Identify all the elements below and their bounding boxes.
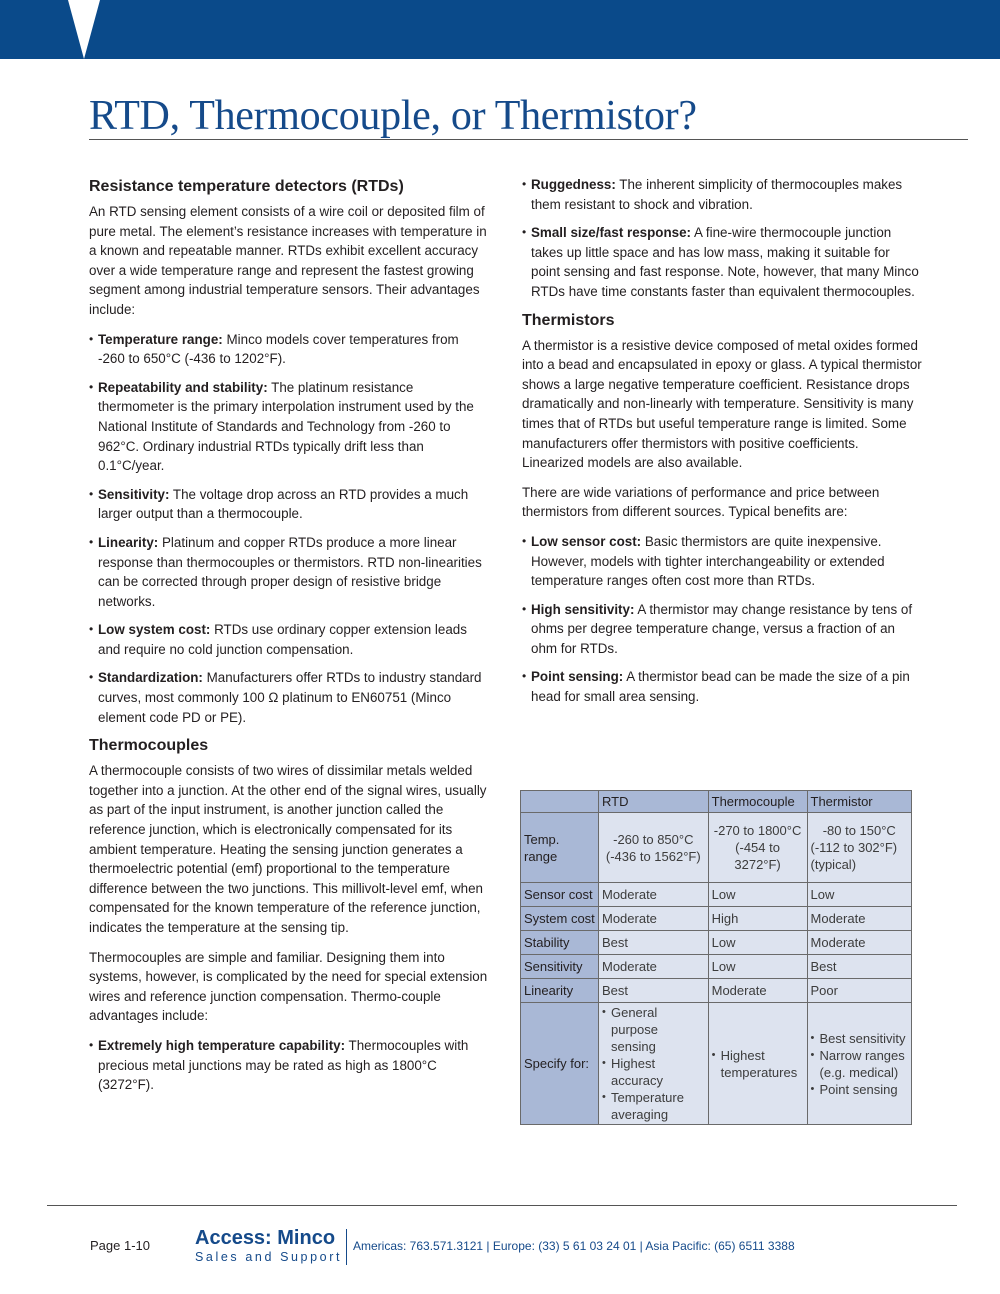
list-item (89, 330, 489, 369)
table-cell (807, 1003, 911, 1125)
table-cell: Low (708, 883, 807, 907)
table-cell (708, 813, 807, 883)
row-header: Sensitivity (521, 955, 599, 979)
brand-logo (195, 1227, 342, 1265)
list-item (522, 667, 922, 706)
table-cell: Moderate (807, 931, 911, 955)
table-cell: Poor (807, 979, 911, 1003)
bullet-label: Extremely high temperature capability: (98, 1037, 346, 1053)
table-cell: Moderate (807, 907, 911, 931)
table-header-cell: Thermocouple (708, 791, 807, 813)
bullet-label: Low system cost: (98, 622, 211, 638)
list-item: • Narrow ranges (e.g. medical) (811, 1047, 908, 1081)
bullet-text: Manufacturers offer RTDs to industry standard curves, most commonly 100 Ω platinum to EN60751 (Minco element code PD or PE). (98, 670, 482, 725)
bullet-text: The voltage drop across an RTD provides a much larger output than a thermocouple. (98, 486, 469, 522)
table-header-cell: RTD (598, 791, 708, 813)
list-item: • Highest accuracy (602, 1055, 705, 1089)
specify-list (712, 1047, 804, 1081)
bullet-label: Standardization: (98, 670, 203, 686)
list-item: • Best sensitivity (811, 1030, 908, 1047)
list-item (89, 533, 489, 611)
table-cell: Low (807, 883, 911, 907)
cell-line: (-436 to 1562°F) (605, 848, 701, 864)
bullet-text: A thermistor bead can be made the size of a pin head for small area sensing. (531, 669, 910, 705)
bullet-text: RTDs use ordinary copper extension leads and require no cold junction compensation. (98, 622, 467, 657)
table-cell: Moderate (708, 979, 807, 1003)
thermocouples-para-1: A thermocouple consists of two wires of dissimilar metals welded together into a junction. At the other end of the signal wires, usually as part of the input instrument, is another junction called the reference junction, which is electronically compensated for its ambient temperature. Heating the sensing junction generates a thermoelectric potential (emf) proportional to the temperature difference between the two junctions. This millivolt-level emf, when compensated for the known temperature of the reference junction, indicates the temperature at the sensing tip. (89, 763, 487, 935)
bullet-text: A fine-wire thermocouple junction takes up little space and has low mass, making it suitable for point sensing and fast response. Note, however, that many Minco RTDs have time constants faster than equivalent thermocouples. (531, 225, 919, 299)
cell-line: (typical) (810, 857, 857, 872)
table-cell: Moderate (598, 907, 708, 931)
cell-line: -260 to 850°C (613, 831, 694, 847)
table-header-cell (521, 791, 599, 813)
table-cell: Moderate (598, 883, 708, 907)
bullet-label: Sensitivity: (98, 486, 170, 502)
thermistors-heading: Thermistors (522, 311, 615, 329)
table-cell: Low (708, 931, 807, 955)
title-divider (89, 139, 968, 140)
table-cell (598, 1003, 708, 1125)
brand-name: Access: Minco (195, 1227, 336, 1249)
bullet-label: High sensitivity: (531, 601, 635, 617)
thermocouples-para-2: Thermocouples are simple and familiar. Designing them into systems, however, is complicated by the need for special extension wires and reference junction compensation. Thermo-couple advantages include: (89, 949, 488, 1024)
bullet-text: The inherent simplicity of thermocouples makes them resistant to shock and vibration. (531, 177, 903, 212)
table-cell: Best (598, 979, 708, 1003)
bullet-text: A thermistor may change resistance by tens of ohms per degree temperature change, versus a fraction of an ohm for RTDs. (531, 601, 913, 656)
table-cell: Best (807, 955, 911, 979)
table-cell: High (708, 907, 807, 931)
list-item: • General purpose sensing (602, 1004, 705, 1055)
bullet-label: Point sensing: (531, 669, 624, 685)
row-header: System cost (521, 907, 599, 931)
list-item (522, 532, 922, 591)
rtd-heading: Resistance temperature detectors (RTDs) (89, 178, 404, 195)
bullet-label: Ruggedness: (531, 177, 616, 192)
table-row (521, 1003, 912, 1125)
list-item (89, 668, 489, 727)
bullet-label: Temperature range: (98, 331, 223, 347)
bullet-text: Minco models cover temperatures from -260 to 650°C (-436 to 1202°F). (98, 331, 459, 367)
list-item: • Highest temperatures (712, 1047, 804, 1081)
bullet-text: Basic thermistors are quite inexpensive. However, models with tighter interchangeability or extended temperature ranges often cost more than RTDs. (531, 533, 885, 589)
cell-line: (-112 to 302°F) (810, 840, 898, 855)
table-row (521, 813, 912, 883)
cell-line: -80 to 150°C (822, 823, 896, 838)
list-item (522, 175, 922, 214)
row-header: Temp. range (521, 813, 599, 883)
list-item (89, 485, 489, 524)
page-number: Page 1-10 (90, 1238, 150, 1253)
list-item (522, 223, 922, 301)
table-cell (598, 813, 708, 883)
specify-list (602, 1004, 705, 1123)
comparison-table (520, 790, 912, 1125)
contact-phones: Americas: 763.571.3121 | Europe: (33) 5 61 03 24 01 | Asia Pacific: (65) 6511 3388 (353, 1239, 795, 1253)
table-row (521, 883, 912, 907)
bullet-text: The platinum resistance thermometer is the primary interpolation instrument used by the National Institute of Standards and Technology from -260 to 962°C. Ordinary industrial RTDs typically drift less than 0.1°C/year. (98, 379, 474, 474)
table-cell (807, 813, 911, 883)
banner-notch-icon (68, 0, 100, 59)
row-header: Sensor cost (521, 883, 599, 907)
left-column (89, 177, 489, 1104)
table-row (521, 931, 912, 955)
bullet-label: Low sensor cost: (531, 533, 642, 549)
list-item (89, 620, 489, 659)
list-item (522, 600, 922, 659)
row-header: Linearity (521, 979, 599, 1003)
thermocouple-advantages-list (89, 1036, 489, 1095)
footer-separator (346, 1229, 347, 1265)
cell-line: (-454 to 3272°F) (734, 840, 781, 872)
thermistor-benefits-list (522, 532, 922, 707)
list-item (89, 378, 489, 476)
bullet-label: Small size/fast response: (531, 225, 692, 241)
thermistors-para-1: A thermistor is a resistive device composed of metal oxides formed into a bead and encapsulated in epoxy or glass. A typical thermistor shows a large negative temperature coefficient. Resistance drops dramatically and non-linearly with temperature. Sensitivity is many times that of RTDs but useful temperature range is limited. Some manufacturers offer thermistors with positive coefficients. Linearized models are also available. (522, 337, 922, 471)
footer-divider (47, 1205, 957, 1206)
rtd-advantages-list (89, 330, 489, 728)
table-cell: Moderate (598, 955, 708, 979)
page-title: RTD, Thermocouple, or Thermistor? (89, 93, 697, 139)
list-item: • Point sensing (811, 1081, 908, 1098)
thermistors-para-2: There are wide variations of performance and price between thermistors from different sources. Typical benefits are: (522, 484, 880, 520)
table-header-cell: Thermistor (807, 791, 911, 813)
bullet-text: Thermocouples with precious metal junctions may be rated as high as 1800°C (3272°F). (98, 1037, 469, 1093)
right-column (522, 175, 922, 716)
table-cell: Low (708, 955, 807, 979)
thermocouples-heading: Thermocouples (89, 737, 209, 755)
bullet-label: Linearity: (98, 534, 159, 550)
table-row (521, 907, 912, 931)
bullet-label: Repeatability and stability: (98, 379, 268, 395)
table-cell: Best (598, 931, 708, 955)
list-item (89, 1036, 489, 1095)
rtd-intro: An RTD sensing element consists of a wire coil or deposited film of pure metal. The element’s resistance increases with temperature in a known and repeatable manner. RTDs exhibit excellent accuracy over a wide temperature range and represent the fastest growing segment among industrial temperature sensors. Their advantages include: (89, 204, 487, 317)
specify-list (811, 1030, 908, 1098)
row-header: Specify for: (521, 1003, 599, 1125)
table-row (521, 955, 912, 979)
table-row (521, 979, 912, 1003)
cell-line: -270 to 1800°C (713, 823, 802, 838)
top-banner (0, 0, 1000, 59)
table-header-row (521, 791, 912, 813)
table-cell (708, 1003, 807, 1125)
thermocouple-advantages-list-continued (522, 175, 922, 302)
list-item: • Temperature averaging (602, 1089, 705, 1123)
bullet-text: Platinum and copper RTDs produce a more linear response than thermocouples or thermistors. RTD non-linearities can be corrected through proper design of resistive bridge networks. (98, 534, 482, 609)
brand-tagline: Sales and Support (195, 1250, 343, 1264)
row-header: Stability (521, 931, 599, 955)
